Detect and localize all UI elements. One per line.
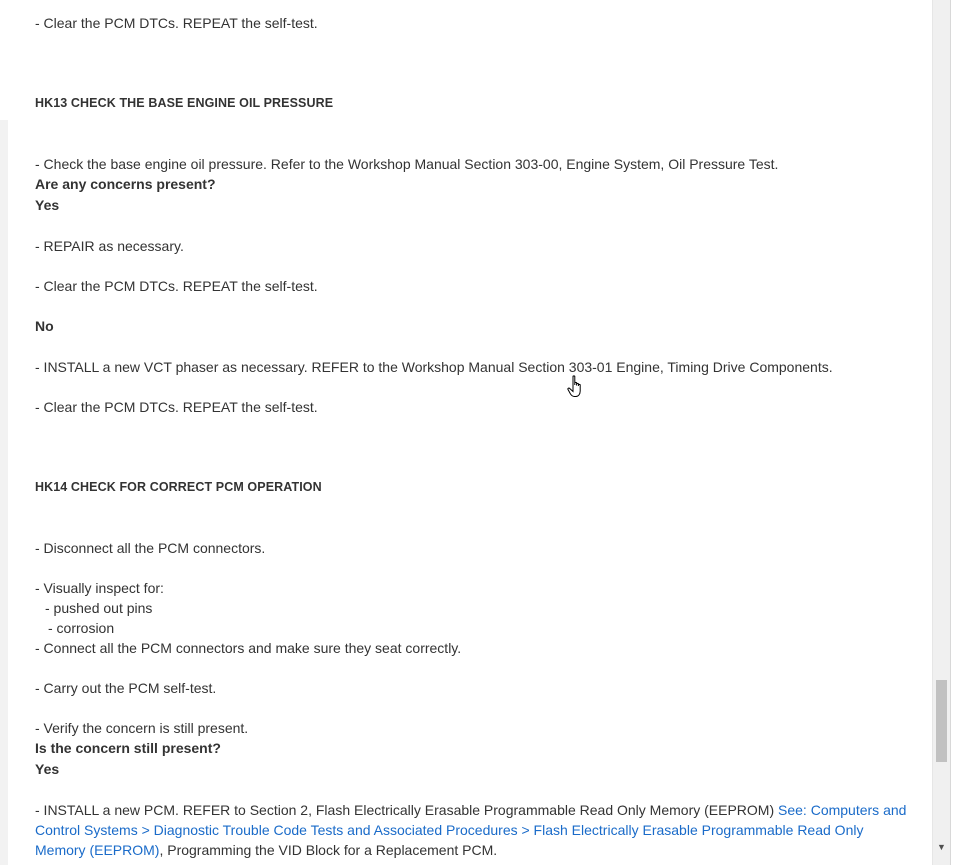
hand-pointer-icon [566,375,586,399]
scroll-down-arrow-icon[interactable]: ▼ [937,842,946,852]
reference-link-line [35,841,497,859]
sub-step-text: - pushed out pins [45,600,153,616]
left-margin [0,0,8,865]
answer-yes-label: Yes [35,761,60,777]
step-text: - Connect all the PCM connectors and make sure they seat correctly. [35,640,462,656]
step-text: - Check the base engine oil pressure. Refer to the Workshop Manual Section 303-00, Engine System, Oil Pressure Test. [35,156,779,172]
step-text: - REPAIR as necessary. [35,238,184,254]
question-text: Are any concerns present? [35,176,216,192]
vertical-scrollbar[interactable] [932,0,950,865]
step-text: , Programming the VID Block for a Replacement PCM. [159,842,498,858]
step-text: - Disconnect all the PCM connectors. [35,540,266,556]
step-text: - INSTALL a new PCM. REFER to Section 2, Flash Electrically Erasable Programmable Read Only Memory (EEPROM) [35,802,779,818]
scrollbar-thumb[interactable] [936,680,947,762]
step-text: - Verify the concern is still present. [35,720,249,736]
step-text-with-link [35,801,906,819]
step-text: - Clear the PCM DTCs. REPEAT the self-test. [35,15,318,31]
reference-link-line [35,821,863,839]
reference-link[interactable]: Memory (EEPROM) [35,842,160,858]
answer-no-label: No [35,318,54,334]
step-text: - Carry out the PCM self-test. [35,680,217,696]
section-heading-hk13: HK13 CHECK THE BASE ENGINE OIL PRESSURE [35,96,334,110]
step-text: - Clear the PCM DTCs. REPEAT the self-test. [35,399,318,415]
reference-link[interactable]: See: Computers and [778,802,907,818]
reference-link[interactable]: Control Systems > Diagnostic Trouble Code Tests and Associated Procedures > Flash Electrically Erasable Programmable Read Only [35,822,864,838]
left-margin-band [0,120,8,865]
window-edge [950,0,957,865]
sub-step-text: - corrosion [48,620,115,636]
document-content [8,0,932,865]
section-heading-hk14: HK14 CHECK FOR CORRECT PCM OPERATION [35,480,322,494]
question-text: Is the concern still present? [35,740,221,756]
step-text: - Visually inspect for: [35,580,164,596]
step-text: - INSTALL a new VCT phaser as necessary. REFER to the Workshop Manual Section 303-01 Engine, Timing Drive Components. [35,359,833,375]
answer-yes-label: Yes [35,197,60,213]
step-text: - Clear the PCM DTCs. REPEAT the self-test. [35,278,318,294]
